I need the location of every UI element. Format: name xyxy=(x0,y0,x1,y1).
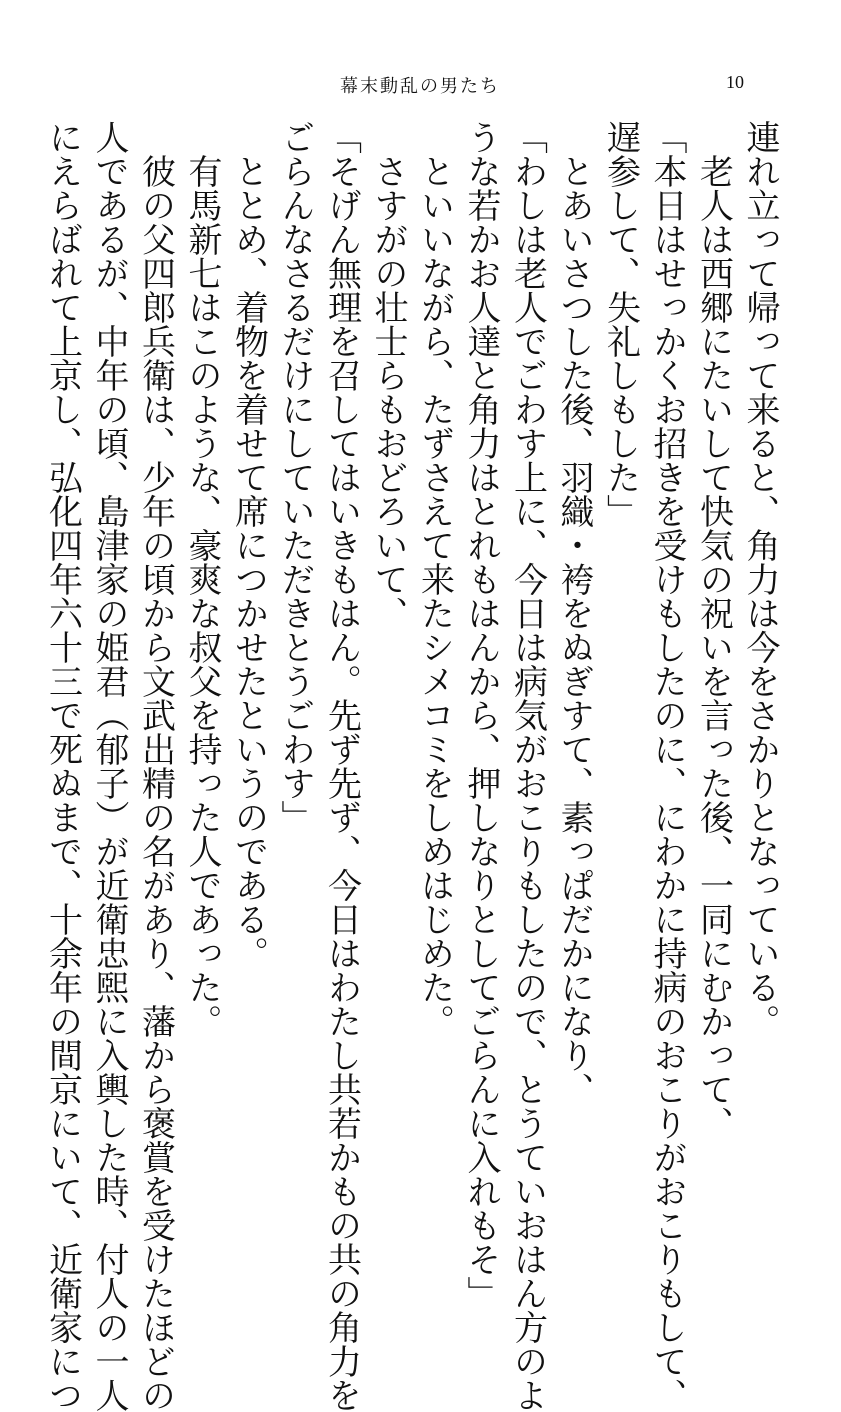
text-column: といいながら、たずさえて来たシメコミをしめはじめた。 xyxy=(414,120,455,1038)
text-column: うな若かお人達と角力はとれもはんから、押しなりとしてごらんに入れもそ」 xyxy=(461,120,501,1310)
text-column: 「わしは老人でごわす上に、今日は病気がおこりもしたので、とうていおはん方のよ xyxy=(507,120,548,1412)
text-column: ととめ、着物を着せて席につかせたというのである。 xyxy=(228,120,269,970)
text-column: 彼の父四郎兵衛は、少年の頃から文武出精の名があり、藩から褒賞を受けたほどの xyxy=(135,120,176,1412)
page-number: 10 xyxy=(726,72,744,92)
text-column: 人であるが、中年の頃、島津家の姫君（郁子）が近衛忠煕に入輿した時、付人の一人 xyxy=(89,120,129,1412)
running-title: 幕末動乱の男たち xyxy=(340,76,500,97)
vertical-text-body xyxy=(42,120,783,1412)
text-column: とあいさつした後、羽織・袴をぬぎすて、素っぱだかになり、 xyxy=(554,120,594,1106)
text-column: 「そげん無理を召してはいきもはん。先ず先ず、今日はわたし共若かもの共の角力を xyxy=(321,120,362,1412)
text-column: ごらんなさるだけにしていただきとうごわす」 xyxy=(275,120,315,834)
text-column: 遅参して、失礼しもした」 xyxy=(600,120,641,528)
text-column: さすがの壮士らもおどろいて、 xyxy=(368,120,408,630)
text-column: 「本日はせっかくお招きを受けもしたのに、にわかに持病のおこりがおこりもして、 xyxy=(647,120,687,1412)
text-column: 連れ立って帰って来ると、角力は今をさかりとなっている。 xyxy=(740,120,780,1038)
text-column: 有馬新七はこのような、豪爽な叔父を持った人であった。 xyxy=(182,120,222,1038)
text-column: 老人は西郷にたいして快気の祝いを言った後、一同にむかって、 xyxy=(693,120,734,1140)
text-column: にえらばれて上京し、弘化四年六十三で死ぬまで、十余年の間京にいて、近衛家につ xyxy=(42,120,83,1412)
